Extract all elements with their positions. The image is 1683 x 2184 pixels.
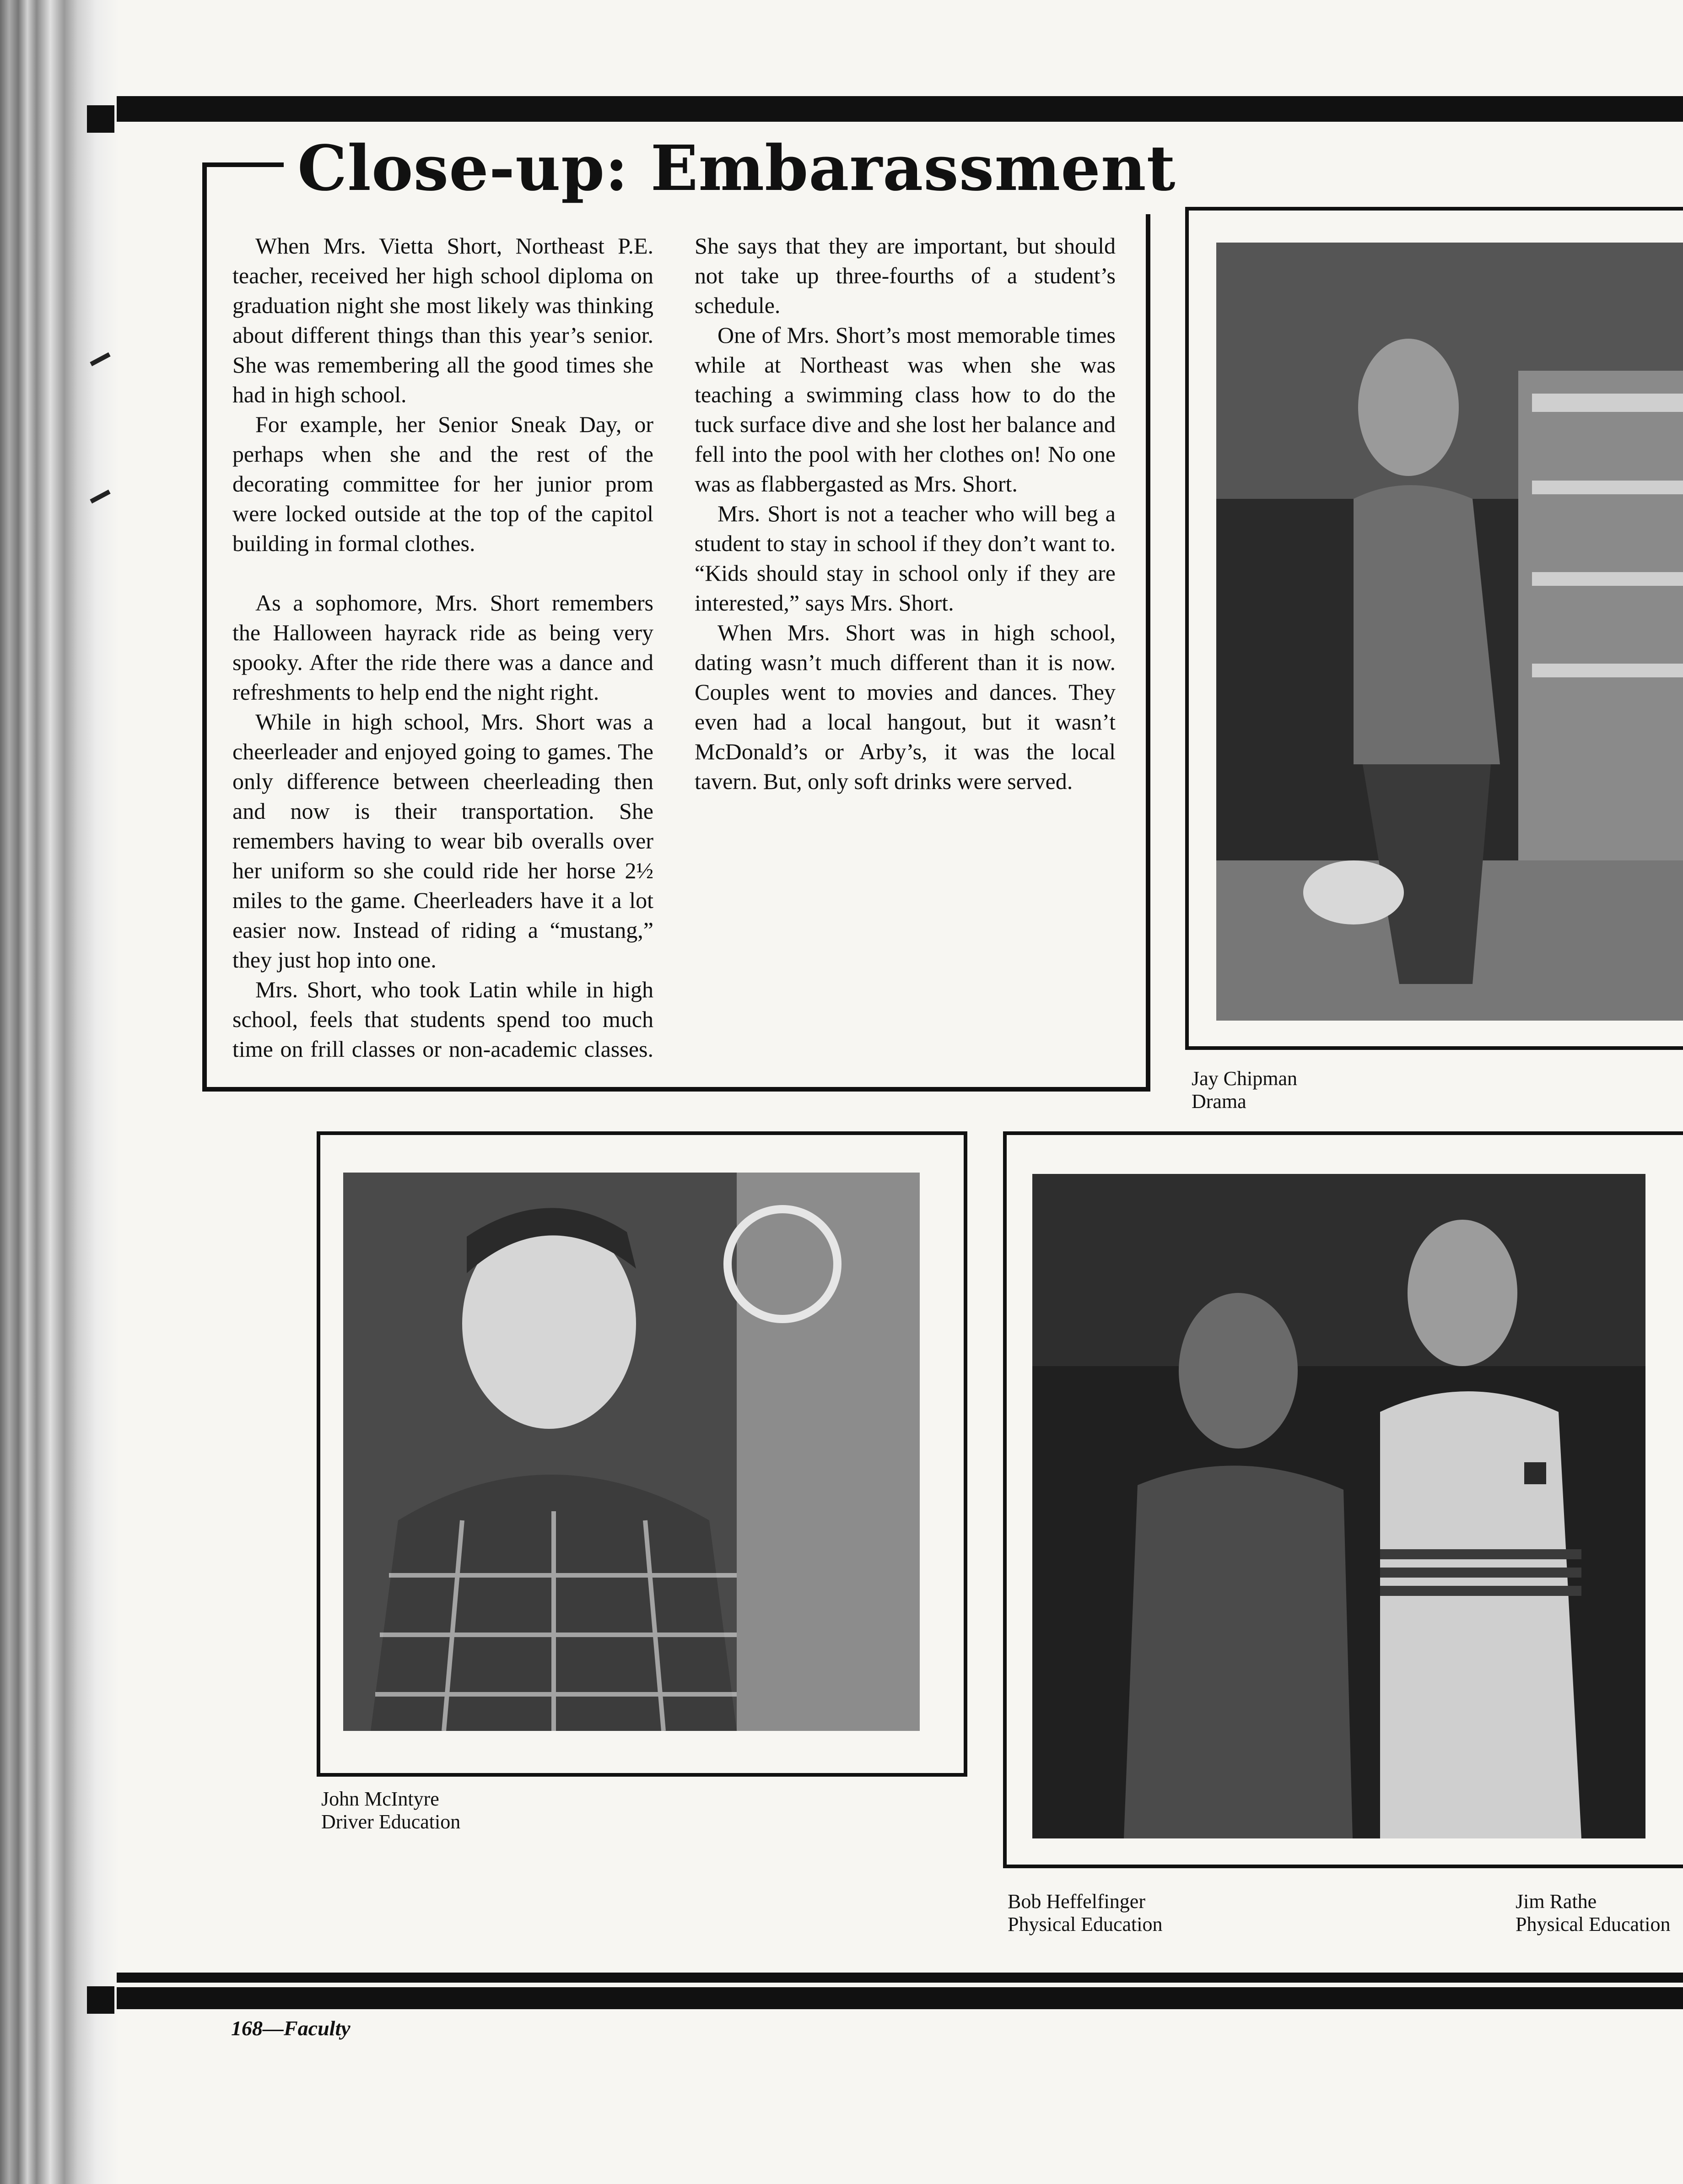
caption-department: Drama bbox=[1192, 1090, 1246, 1113]
story-paragraph: When Mrs. Vietta Short, Northeast P.E. teacher, received her high school diploma on graduation night she most likely was thinking about different things than this year’s senior. She was remembering all the good times she had in high school. bbox=[232, 233, 653, 407]
story-paragraph: While in high school, Mrs. Short was a cheerleader and enjoyed going to games. The only difference between cheerleading then and now is their transportation. She remembers having to wear bib overalls over her uniform so she could ride her horse 2½ miles to the game. Cheerleaders have it a lot easier now. Instead of riding a “mustang,” they just hop into one. bbox=[232, 709, 653, 973]
story-paragraph: One of Mrs. Short’s most memorable times while at Northeast was when she was teaching a swimming class how to do the tuck surface dive and she lost her balance and fell into the pool with her clothes on! No one was as flabbergasted as Mrs. Short. bbox=[695, 322, 1116, 497]
caption-department: Physical Education bbox=[1516, 1913, 1671, 1935]
caption-name: Jay Chipman bbox=[1192, 1067, 1297, 1090]
page-headline: Close-up: Embarassment bbox=[284, 123, 1190, 214]
caption-department: Driver Education bbox=[321, 1811, 461, 1833]
photo-john-mcintyre bbox=[343, 1173, 920, 1731]
story-paragraph: Mrs. Short is not a teacher who will beg a student to stay in school if they don’t want to. “Kids should stay in school only if they are interested,” says Mrs. Short. bbox=[695, 501, 1116, 616]
book-spine-edge bbox=[0, 0, 119, 2184]
page-tab-marker bbox=[87, 1986, 114, 2014]
caption-name: Bob Heffelfinger bbox=[1008, 1890, 1145, 1913]
story-paragraph: As a sophomore, Mrs. Short remembers the Halloween hayrack ride as being very spooky. After the ride there was a dance and refreshments to help end the night right. bbox=[232, 590, 653, 705]
photo-heffelfinger-rathe bbox=[1032, 1174, 1645, 1838]
caption-mcintyre bbox=[321, 1788, 460, 1833]
caption-department: Physical Education bbox=[1008, 1913, 1163, 1935]
photo-jay-chipman bbox=[1216, 243, 1683, 1021]
page-folio: 168—Faculty bbox=[231, 2016, 351, 2040]
caption-name: Jim Rathe bbox=[1516, 1890, 1597, 1913]
top-rule bbox=[117, 96, 1683, 122]
story-paragraph: Mrs. Short, who took Latin while in high school, feels that students spend too much time on frill classes or non-academic classes. She says that they are important, but should not take up three-fourths of a student’s schedule. bbox=[232, 233, 1116, 1062]
story-paragraph: When Mrs. Short was in high school, dating wasn’t much different than it is now. Couples went to movies and dances. They even had a local hangout, but it wasn’t McDonald’s or Arby’s, it was the local tavern. But, only soft drinks were served. bbox=[695, 620, 1116, 794]
caption-name: John McIntyre bbox=[321, 1788, 439, 1810]
caption-rathe bbox=[1516, 1890, 1671, 1936]
story-paragraph: For example, her Senior Sneak Day, or perhaps when she and the rest of the decorating committee for her junior prom were locked outside at the top of the capitol building in formal clothes. bbox=[232, 411, 653, 556]
bottom-rule bbox=[117, 1973, 1683, 2009]
caption-chipman bbox=[1192, 1067, 1297, 1113]
story-text bbox=[232, 231, 1116, 1073]
caption-heffelfinger bbox=[1008, 1890, 1163, 1936]
page-tab-marker bbox=[87, 105, 114, 133]
